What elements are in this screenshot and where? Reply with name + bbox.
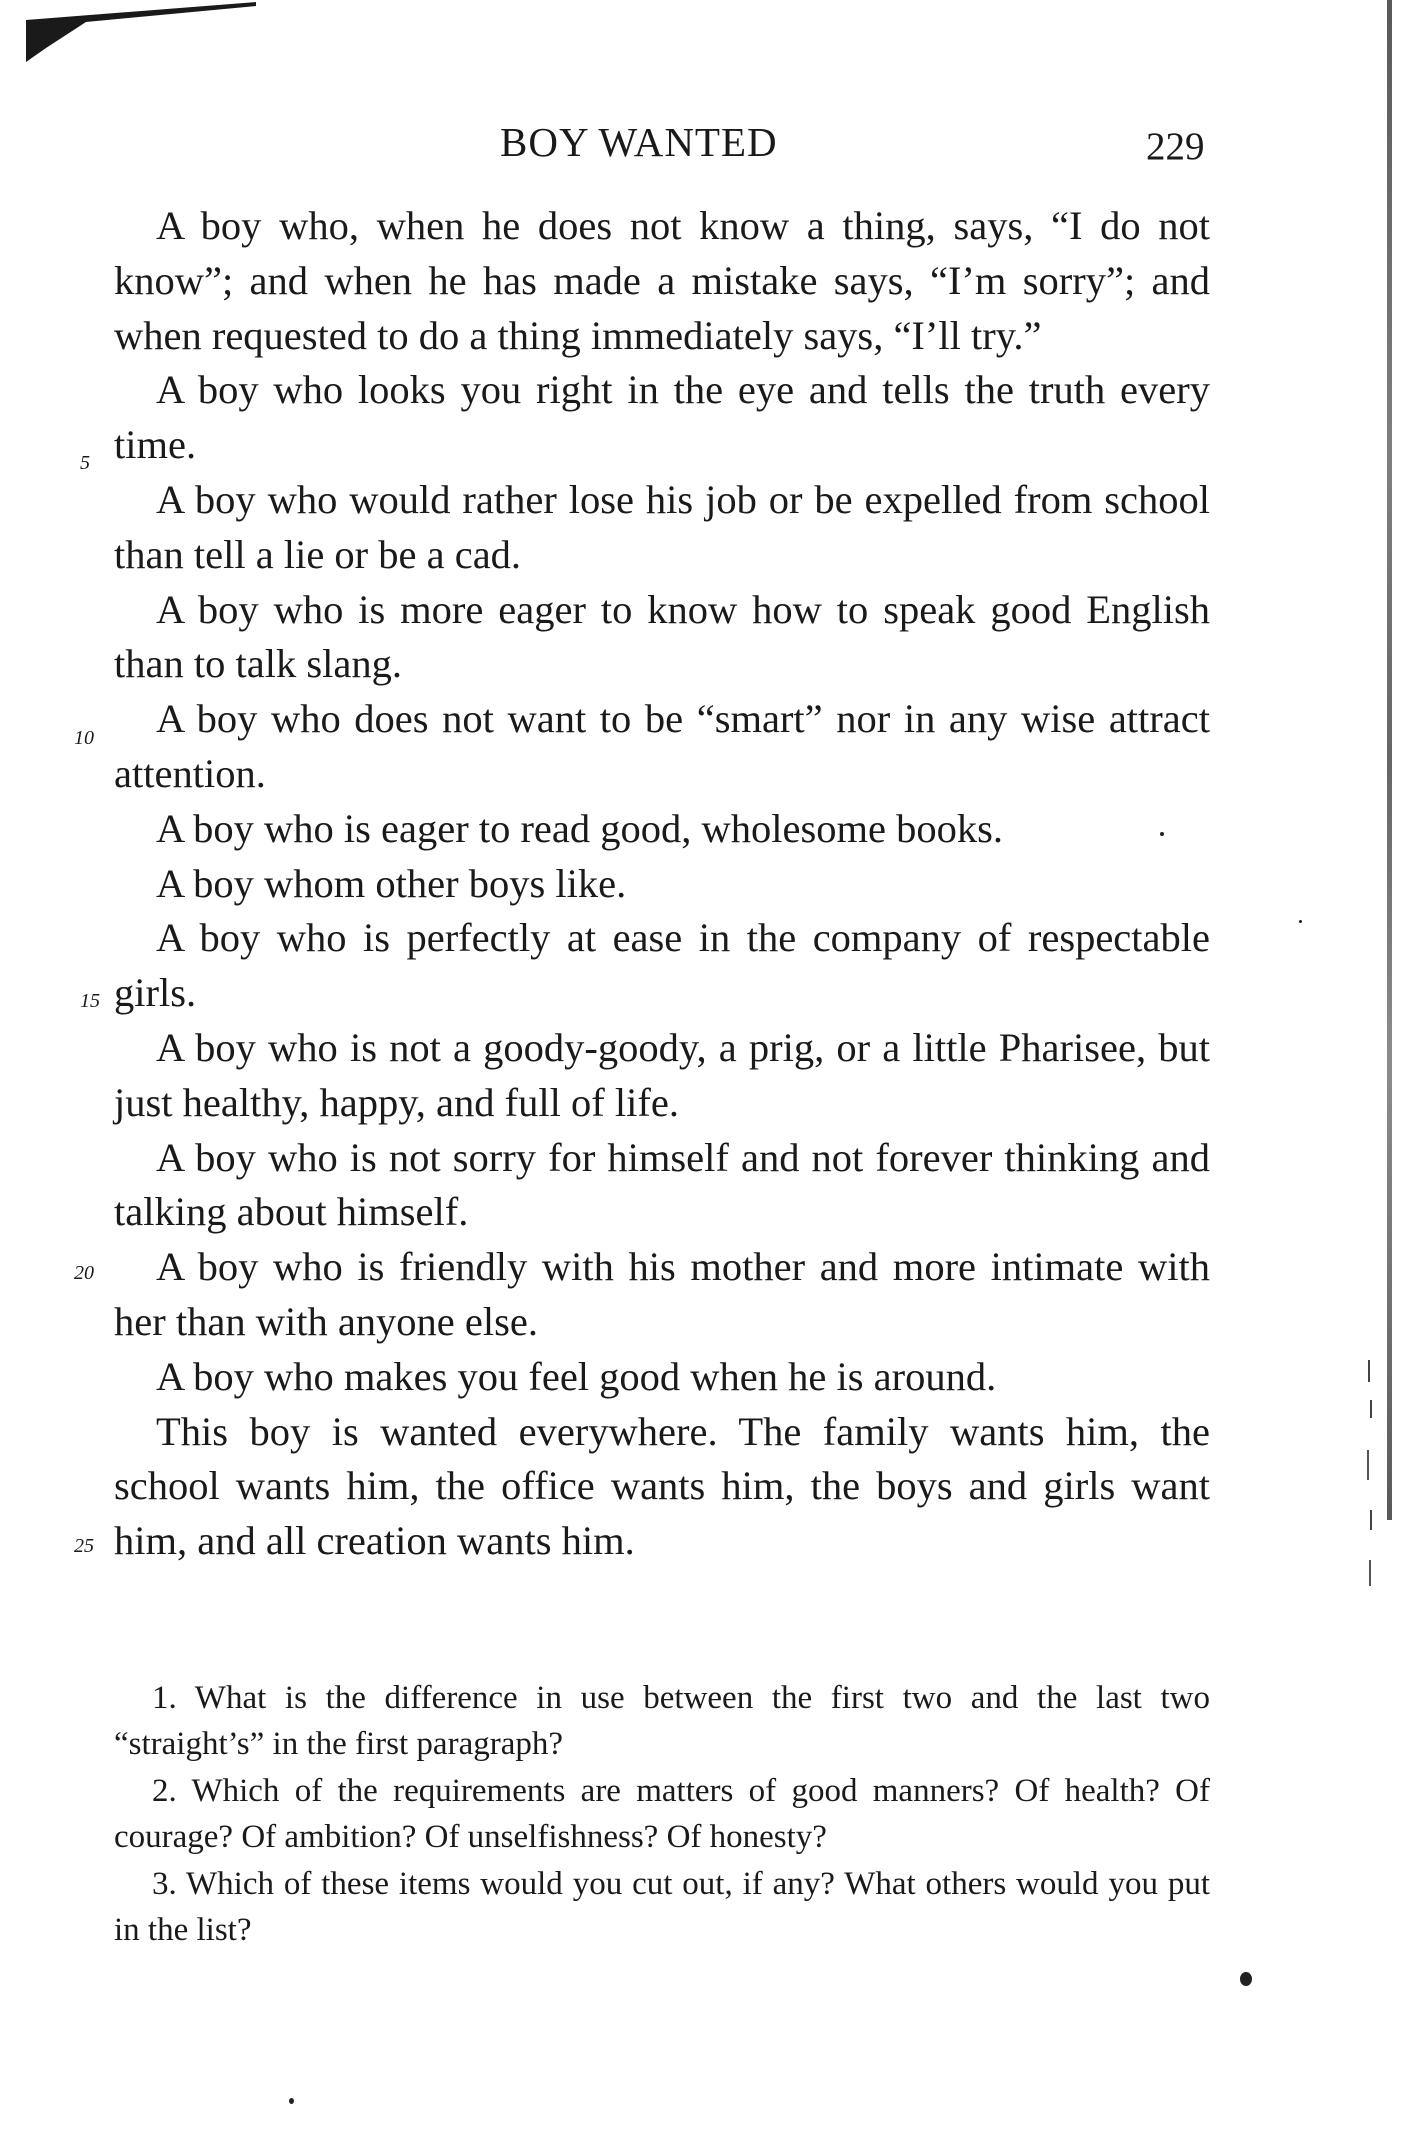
paragraph: A boy who does not want to be “smart” nor in any wise attract attention.	[114, 696, 1210, 796]
study-question: 3. Which of these items would you cut out, if any? What others would you put in the list?	[114, 1866, 1210, 1948]
paragraph: A boy who is more eager to know how to speak good English than to talk slang.	[114, 586, 1210, 687]
line-number: 5	[80, 452, 90, 474]
scan-speck	[289, 2098, 294, 2104]
paragraph: A boy who is not sorry for himself and not forever thinking and talking about himself.	[114, 1134, 1210, 1235]
study-question: 2. Which of the requirements are matters of good manners? Of health? Of courage? Of ambition? Of unselfishness? Of honesty?	[114, 1773, 1210, 1855]
line-number: 25	[74, 1535, 94, 1557]
line-number: 10	[74, 727, 94, 749]
paragraph: A boy who makes you feel good when he is around.	[156, 1353, 997, 1399]
scan-speck	[1240, 1972, 1252, 1986]
paragraph: A boy who would rather lose his job or be expelled from school than tell a lie or be a cad.	[114, 476, 1210, 577]
study-questions	[114, 1675, 1210, 1954]
paragraph: A boy who looks you right in the eye and tells the truth every time.	[114, 367, 1210, 468]
page-title: BOY WANTED	[500, 119, 778, 165]
page-number: 229	[1146, 125, 1205, 168]
scan-edge-line	[1387, 0, 1392, 1520]
scan-corner-mark	[26, 0, 256, 70]
line-number: 20	[74, 1262, 94, 1284]
paragraph: A boy whom other boys like.	[156, 860, 627, 906]
paragraph: A boy who is friendly with his mother and more intimate with her than with anyone else.	[114, 1244, 1210, 1344]
paragraph: This boy is wanted everywhere. The family wants him, the school wants him, the office wants him, the boys and girls want him, and all creation wants him.	[114, 1408, 1210, 1564]
paragraph: A boy who is eager to read good, wholesome books.	[156, 805, 1003, 851]
line-number: 15	[80, 990, 100, 1012]
body-text	[114, 199, 1210, 1569]
scan-speck	[1299, 920, 1302, 923]
paragraph: A boy who, when he does not know a thing, says, “I do not know”; and when he has made a mistake says, “I’m sorry”; and when requested to do a thing immediately says, “I’ll try.”	[114, 203, 1210, 358]
paragraph: A boy who is not a goody-goody, a prig, or a little Pharisee, but just healthy, happy, and full of life.	[114, 1024, 1210, 1125]
scan-edge-ticks	[1364, 1360, 1378, 1920]
paragraph: A boy who is perfectly at ease in the company of respectable girls.	[114, 915, 1210, 1016]
running-head	[0, 118, 1422, 178]
study-question: 1. What is the difference in use between the first two and the last two “straight’s” in the first paragraph?	[114, 1680, 1210, 1762]
